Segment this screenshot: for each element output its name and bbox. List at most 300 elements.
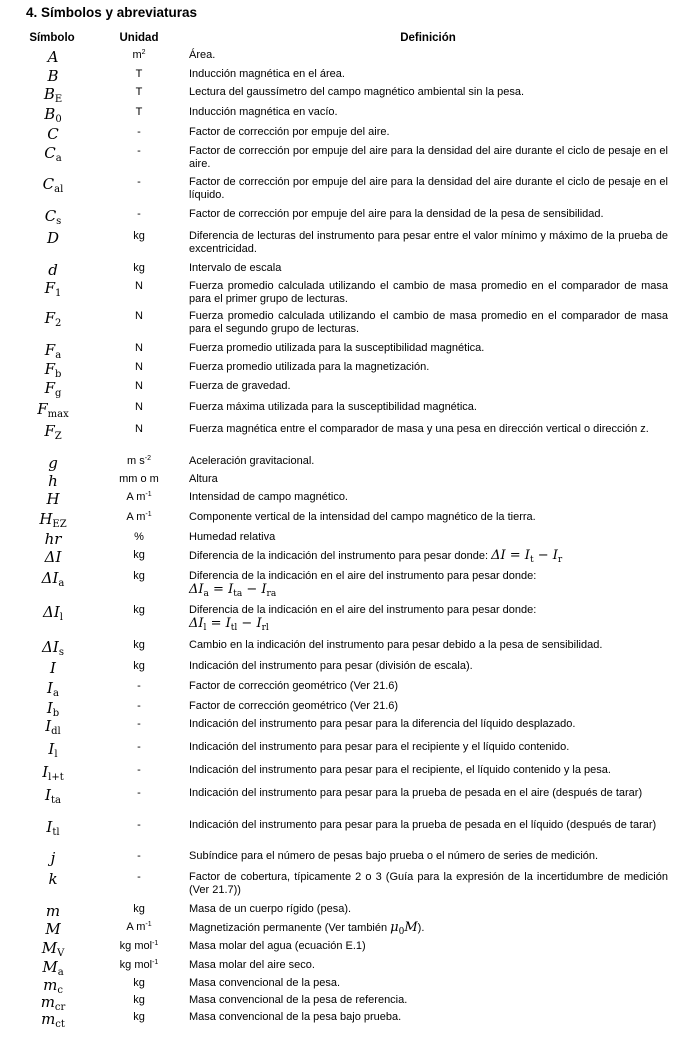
definition-cell <box>189 570 668 597</box>
unit-cell <box>104 850 174 863</box>
symbol-base: F <box>44 279 56 297</box>
unit-cell <box>104 68 174 81</box>
definition-cell <box>189 700 668 713</box>
unit-cell <box>104 660 174 673</box>
definition-cell <box>189 208 668 221</box>
unit-base: N <box>135 423 143 435</box>
definition-text: Fuerza promedio utilizada para la susceptibilidad magnética. <box>189 342 485 354</box>
unit-cell <box>104 361 174 374</box>
symbol-subscript: dl <box>51 726 61 737</box>
symbol-base: I <box>47 679 53 697</box>
definition-text: Diferencia de lecturas del instrumento para pesar entre el valor mínimo y máximo de la prueba de excentricidad. <box>189 230 668 255</box>
definition-text: Área. <box>189 49 216 61</box>
symbol-base: C <box>47 125 59 143</box>
unit-cell <box>104 819 174 832</box>
unit-base: A m <box>126 921 146 933</box>
definition-cell <box>189 280 668 306</box>
unit-cell <box>104 126 174 139</box>
unit-cell <box>104 531 174 544</box>
symbol-base: j <box>50 849 56 867</box>
definition-cell <box>189 176 668 202</box>
symbol-subscript: b <box>52 708 60 719</box>
definition-cell <box>189 549 668 563</box>
unit-base: T <box>135 86 143 98</box>
definition-text: Magnetización permanente (Ver también <box>189 922 391 934</box>
symbol-cell <box>20 531 86 548</box>
unit-base: kg <box>133 604 145 616</box>
unit-base: T <box>135 106 143 118</box>
unit-exponent: -1 <box>152 940 159 947</box>
symbol-cell <box>20 940 86 957</box>
unit-cell <box>104 310 174 323</box>
symbol-base: C <box>44 144 56 162</box>
unit-base: - <box>137 145 141 157</box>
definition-cell <box>189 994 668 1007</box>
definition-text: Masa de un cuerpo rígido (pesa). <box>189 903 352 915</box>
symbol-subscript: cr <box>54 1002 66 1013</box>
unit-base: kg <box>133 262 145 274</box>
definition-text: Fuerza máxima utilizada para la susceptibilidad magnética. <box>189 401 477 413</box>
symbol-cell <box>20 491 86 508</box>
unit-base: kg <box>133 639 145 651</box>
symbol-base: C <box>44 207 57 225</box>
unit-cell <box>104 871 174 884</box>
symbol-base: d <box>48 261 58 279</box>
symbol-base: m <box>43 976 58 994</box>
symbol-cell <box>20 423 86 440</box>
unit-cell <box>104 921 174 934</box>
definition-cell <box>189 310 668 336</box>
unit-cell <box>104 959 174 972</box>
unit-cell <box>104 491 174 504</box>
definition-text-after: ). <box>417 922 425 934</box>
symbol-subscript: max <box>47 409 69 420</box>
unit-cell <box>104 1011 174 1024</box>
unit-cell <box>104 401 174 414</box>
unit-base: mm o m <box>119 473 159 485</box>
unit-base: m <box>132 49 142 61</box>
symbol-subscript: l <box>54 749 58 760</box>
symbol-cell <box>20 49 86 66</box>
unit-base: N <box>135 401 143 413</box>
symbol-subscript: a <box>58 578 65 589</box>
unit-cell <box>104 994 174 1007</box>
unit-cell <box>104 342 174 355</box>
unit-base: A m <box>126 491 146 503</box>
symbol-subscript: s <box>58 647 64 658</box>
unit-base: kg <box>133 230 145 242</box>
symbol-cell <box>20 68 86 85</box>
symbol-subscript: al <box>54 184 64 195</box>
definition-cell <box>189 718 668 731</box>
symbol-cell <box>20 145 86 162</box>
unit-base: - <box>137 787 141 799</box>
unit-cell <box>104 280 174 293</box>
symbol-cell <box>20 208 86 225</box>
definition-cell <box>189 639 668 652</box>
unit-exponent: 2 <box>141 49 146 56</box>
symbol-cell <box>20 361 86 378</box>
definition-text: Inducción magnética en vacío. <box>189 106 338 118</box>
symbol-base: m <box>40 993 55 1011</box>
symbol-base: ΔI <box>42 638 59 656</box>
unit-base: - <box>137 741 141 753</box>
unit-cell <box>104 208 174 221</box>
symbol-cell <box>20 680 86 697</box>
definition-text: Cambio en la indicación del instrumento para pesar debido a la pesa de sensibilidad. <box>189 639 603 651</box>
symbol-cell <box>20 959 86 976</box>
unit-base: N <box>135 280 143 292</box>
unit-base: m s <box>127 455 145 467</box>
unit-base: N <box>135 310 143 322</box>
symbol-subscript: s <box>56 216 62 227</box>
definition-text: Indicación del instrumento para pesar para la diferencia del líquido desplazado. <box>189 718 576 730</box>
unit-cell <box>104 787 174 800</box>
symbol-base: ΔI <box>44 548 62 566</box>
unit-cell <box>104 903 174 916</box>
unit-cell <box>104 549 174 562</box>
definition-text: Factor de corrección geométrico (Ver 21.6) <box>189 680 399 692</box>
definition-text: Diferencia de la indicación del instrumento para pesar donde: <box>189 550 492 562</box>
unit-base: T <box>135 68 143 80</box>
symbol-cell <box>20 903 86 920</box>
symbol-cell <box>20 473 86 490</box>
symbol-subscript: l+t <box>48 772 64 783</box>
unit-base: - <box>137 126 141 138</box>
symbol-base: B <box>47 67 59 85</box>
symbol-base: I <box>46 699 53 717</box>
unit-cell <box>104 700 174 713</box>
symbol-cell <box>20 871 86 888</box>
definition-cell <box>189 680 668 693</box>
definition-cell <box>189 455 668 468</box>
symbol-cell <box>20 570 86 587</box>
definition-text: Inducción magnética en el área. <box>189 68 345 80</box>
definition-cell <box>189 819 668 832</box>
definition-text: Fuerza de gravedad. <box>189 380 291 392</box>
definition-text: Altura <box>189 473 218 485</box>
symbol-subscript: g <box>55 388 62 399</box>
symbol-subscript: a <box>55 153 62 164</box>
definition-text: Masa molar del agua (ecuación E.1) <box>189 940 366 952</box>
unit-base: kg <box>133 977 145 989</box>
symbol-cell <box>20 700 86 717</box>
unit-exponent: -1 <box>145 511 152 518</box>
symbol-base: B <box>43 85 55 103</box>
symbol-cell <box>20 126 86 143</box>
definition-text: Masa convencional de la pesa de referencia. <box>189 994 408 1006</box>
definition-cell <box>189 940 668 953</box>
unit-base: N <box>135 361 143 373</box>
symbol-cell <box>20 850 86 867</box>
symbol-subscript: 2 <box>55 318 62 329</box>
symbol-base: A <box>47 48 59 66</box>
unit-cell <box>104 86 174 99</box>
definition-cell <box>189 871 668 897</box>
definition-cell <box>189 380 668 393</box>
definition-cell <box>189 959 668 972</box>
symbol-cell <box>20 86 86 103</box>
symbol-cell <box>20 660 86 677</box>
unit-cell <box>104 570 174 583</box>
unit-cell <box>104 764 174 777</box>
symbol-cell <box>20 994 86 1011</box>
symbol-cell <box>20 718 86 735</box>
definition-text: Subíndice para el número de pesas bajo prueba o el número de series de medición. <box>189 850 599 862</box>
unit-cell <box>104 940 174 953</box>
symbol-cell <box>20 455 86 472</box>
definition-text: Indicación del instrumento para pesar para el recipiente, el líquido contenido y la pesa. <box>189 764 611 776</box>
unit-cell <box>104 145 174 158</box>
definition-text: Factor de corrección por empuje del aire. <box>189 126 390 138</box>
definition-text: Masa convencional de la pesa. <box>189 977 341 989</box>
symbol-cell <box>20 280 86 297</box>
definition-text: Indicación del instrumento para pesar (división de escala). <box>189 660 473 672</box>
definition-text: Diferencia de la indicación en el aire del instrumento para pesar donde: <box>189 604 537 616</box>
symbol-subscript: 1 <box>55 288 62 299</box>
definition-cell <box>189 473 668 486</box>
symbol-base: F <box>44 341 56 359</box>
definition-text: Componente vertical de la intensidad del campo magnético de la tierra. <box>189 511 536 523</box>
symbol-cell <box>20 549 86 566</box>
symbol-base: M <box>45 920 61 938</box>
unit-base: N <box>135 380 143 392</box>
definition-text: Intervalo de escala <box>189 262 282 274</box>
symbol-base: m <box>45 902 61 920</box>
symbol-subscript: a <box>57 967 64 978</box>
symbol-base: D <box>46 229 60 247</box>
unit-cell <box>104 176 174 189</box>
symbol-base: h <box>48 472 58 490</box>
symbol-cell <box>20 176 86 193</box>
unit-cell <box>104 262 174 275</box>
definition-cell <box>189 230 668 256</box>
definition-text: Factor de corrección por empuje del aire para la densidad del aire durante el ciclo de pesaje en el líquido. <box>189 176 668 201</box>
definition-cell <box>189 764 668 777</box>
symbol-subscript: l <box>59 612 63 623</box>
definition-text: Fuerza promedio calculada utilizando el cambio de masa promedio en el comparador de masa para el primer grupo de lecturas. <box>189 280 668 305</box>
symbol-base: F <box>44 309 56 327</box>
symbol-cell <box>20 819 86 836</box>
symbol-cell <box>20 380 86 397</box>
formula: $\Delta I_a = I_{ta} - I_{ra}$ <box>189 582 277 599</box>
unit-cell <box>104 639 174 652</box>
symbol-cell <box>20 604 86 621</box>
symbol-cell <box>20 262 86 279</box>
definition-text: Factor de corrección geométrico (Ver 21.6) <box>189 700 399 712</box>
symbol-cell <box>20 511 86 528</box>
symbol-cell <box>20 230 86 247</box>
symbol-cell <box>20 106 86 123</box>
symbol-cell <box>20 401 86 418</box>
symbol-base: k <box>48 870 58 888</box>
symbol-cell <box>20 921 86 938</box>
symbol-base: I <box>42 763 49 781</box>
symbol-base: B <box>44 105 56 123</box>
definition-text: Factor de corrección por empuje del aire para la densidad de la pesa de sensibilidad. <box>189 208 604 220</box>
definition-text: Factor de cobertura, típicamente 2 o 3 (Guía para la expresión de la incertidumbre de medición (Ver 21.7)) <box>189 871 668 896</box>
formula: $\mu_0M$ <box>390 920 418 937</box>
definition-cell <box>189 1011 668 1024</box>
section-title: 4. Símbolos y abreviaturas <box>26 5 198 20</box>
unit-base: kg <box>133 570 145 582</box>
definition-cell <box>189 604 668 631</box>
definition-text: Diferencia de la indicación en el aire del instrumento para pesar donde: <box>189 570 537 582</box>
symbol-base: H <box>46 490 60 508</box>
definition-text: Lectura del gaussímetro del campo magnético ambiental sin la pesa. <box>189 86 525 98</box>
symbol-cell <box>20 787 86 804</box>
definition-text: Fuerza magnética entre el comparador de masa y una pesa en dirección vertical o dirección z. <box>189 423 649 435</box>
symbol-base: H <box>39 510 53 528</box>
symbol-cell <box>20 342 86 359</box>
unit-base: - <box>137 871 141 883</box>
symbol-cell <box>20 764 86 781</box>
symbol-cell <box>20 1011 86 1028</box>
symbol-base: M <box>41 939 58 957</box>
definition-cell <box>189 921 668 935</box>
symbol-subscript: ta <box>50 795 61 806</box>
symbol-base: F <box>37 400 48 418</box>
definition-cell <box>189 342 668 355</box>
unit-cell <box>104 718 174 731</box>
unit-cell <box>104 230 174 243</box>
definition-cell <box>189 126 668 139</box>
unit-base: N <box>135 342 143 354</box>
definition-cell <box>189 787 668 800</box>
unit-base: kg mol <box>119 940 153 952</box>
unit-base: kg <box>133 1011 145 1023</box>
definition-text: Humedad relativa <box>189 531 276 543</box>
definition-cell <box>189 741 668 754</box>
symbol-subscript: tl <box>52 827 60 838</box>
unit-exponent: -2 <box>144 455 151 462</box>
symbol-subscript: a <box>55 350 62 361</box>
definition-cell <box>189 531 668 544</box>
unit-base: - <box>137 764 141 776</box>
definition-cell <box>189 850 668 863</box>
symbol-base: ΔI <box>43 603 60 621</box>
definition-text: Masa convencional de la pesa bajo prueba. <box>189 1011 402 1023</box>
definition-cell <box>189 977 668 990</box>
definition-cell <box>189 68 668 81</box>
definition-text: Intensidad de campo magnético. <box>189 491 348 503</box>
column-header-symbol: Símbolo <box>29 32 75 44</box>
unit-cell <box>104 423 174 436</box>
unit-base: kg <box>133 660 145 672</box>
symbol-subscript: a <box>52 688 59 699</box>
unit-cell <box>104 511 174 524</box>
symbol-subscript: E <box>54 94 63 105</box>
symbol-base: I <box>45 717 52 735</box>
definition-text: Fuerza promedio utilizada para la magnetización. <box>189 361 430 373</box>
symbol-base: g <box>48 454 58 472</box>
definition-cell <box>189 511 668 524</box>
symbol-base: ΔI <box>41 569 59 587</box>
symbol-subscript: Z <box>54 431 62 442</box>
symbol-subscript: EZ <box>52 519 67 530</box>
definition-text: Aceleración gravitacional. <box>189 455 315 467</box>
symbol-base: I <box>50 659 56 677</box>
unit-cell <box>104 455 174 468</box>
symbol-subscript: c <box>57 985 63 996</box>
symbol-base: I <box>46 818 53 836</box>
definition-cell <box>189 145 668 171</box>
unit-cell <box>104 741 174 754</box>
column-header-definition: Definición <box>400 32 456 44</box>
unit-base: kg <box>133 903 145 915</box>
definition-text: Indicación del instrumento para pesar para la prueba de pesada en el aire (después de tarar) <box>189 787 643 799</box>
formula: $\Delta I_l = I_{tl} - I_{rl}$ <box>189 616 269 633</box>
symbol-cell <box>20 741 86 758</box>
definition-cell <box>189 423 668 436</box>
unit-base: kg <box>133 994 145 1006</box>
definition-cell <box>189 401 668 414</box>
unit-cell <box>104 680 174 693</box>
symbol-base: I <box>48 740 55 758</box>
unit-base: - <box>137 718 141 730</box>
symbol-base: M <box>42 958 58 976</box>
definition-text: Factor de corrección por empuje del aire para la densidad del aire durante el ciclo de pesaje en el aire. <box>189 145 668 170</box>
definition-cell <box>189 361 668 374</box>
definition-cell <box>189 491 668 504</box>
unit-exponent: -1 <box>145 921 152 928</box>
definition-text: Fuerza promedio calculada utilizando el cambio de masa promedio en el comparador de masa para el segundo grupo de lecturas. <box>189 310 668 335</box>
unit-base: kg <box>133 549 145 561</box>
symbol-base: I <box>45 786 51 804</box>
symbol-base: F <box>44 360 55 378</box>
unit-base: - <box>137 176 141 188</box>
symbol-base: m <box>41 1010 56 1028</box>
unit-cell <box>104 604 174 617</box>
unit-base: - <box>137 208 141 220</box>
definition-text: Indicación del instrumento para pesar para la prueba de pesada en el líquido (después de tarar) <box>189 819 657 831</box>
symbol-subscript: b <box>55 369 62 380</box>
definition-cell <box>189 106 668 119</box>
unit-base: - <box>137 700 141 712</box>
symbol-base: F <box>44 422 55 440</box>
unit-base: % <box>134 531 144 543</box>
column-header-unit: Unidad <box>119 32 159 44</box>
symbol-base: F <box>44 379 55 397</box>
symbol-cell <box>20 310 86 327</box>
unit-cell <box>104 49 174 62</box>
unit-cell <box>104 977 174 990</box>
unit-cell <box>104 106 174 119</box>
unit-base: kg mol <box>119 959 153 971</box>
definition-cell <box>189 262 668 275</box>
unit-exponent: -1 <box>152 959 159 966</box>
unit-cell <box>104 380 174 393</box>
definition-cell <box>189 903 668 916</box>
symbol-base: hr <box>44 530 62 548</box>
definition-cell <box>189 660 668 673</box>
definition-cell <box>189 86 668 99</box>
symbol-cell <box>20 977 86 994</box>
unit-cell <box>104 473 174 486</box>
unit-base: - <box>137 850 141 862</box>
symbol-subscript: 0 <box>55 114 62 125</box>
symbol-subscript: V <box>57 948 65 959</box>
definition-text: Indicación del instrumento para pesar para el recipiente y el líquido contenido. <box>189 741 570 753</box>
symbol-base: C <box>42 175 55 193</box>
unit-base: - <box>137 680 141 692</box>
symbol-cell <box>20 639 86 656</box>
formula: $\Delta I = I_t - I_r$ <box>491 548 563 565</box>
unit-base: A m <box>126 511 146 523</box>
definition-text: Masa molar del aire seco. <box>189 959 315 971</box>
unit-base: - <box>137 819 141 831</box>
unit-exponent: -1 <box>145 491 152 498</box>
